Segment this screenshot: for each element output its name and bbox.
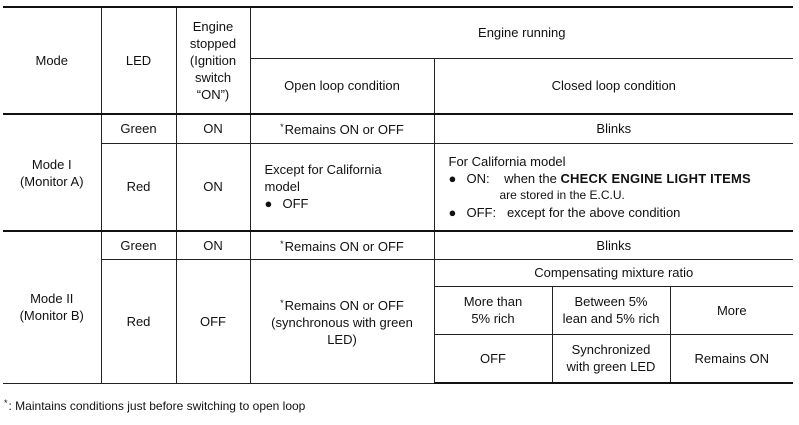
asterisk-mark: * xyxy=(280,238,284,249)
mode1-green-row xyxy=(3,114,793,143)
mode2-label-line: Mode II xyxy=(30,291,74,307)
ratio-header-between xyxy=(552,286,670,334)
mode1-green-led: Green xyxy=(101,114,176,143)
mode1-label-line: (Monitor A) xyxy=(19,173,84,189)
mode2-red-led: Red xyxy=(101,259,176,383)
mode1-red-led: Red xyxy=(101,143,176,231)
ratio-header-line: More than xyxy=(463,294,523,309)
mode2-red-open xyxy=(250,259,434,383)
mode2-red-open-line-text: Remains ON or OFF xyxy=(284,297,404,313)
mode1-red-off-key: OFF: xyxy=(466,204,497,220)
header-closed-loop: Closed loop condition xyxy=(434,58,793,114)
mode2-compensating-header: Compensating mixture ratio xyxy=(434,259,793,286)
header-engine-stopped-line: stopped xyxy=(189,36,237,51)
mode1-green-open-text: Remains ON or OFF xyxy=(284,122,404,138)
mode1-red-on-cont: are stored in the E.C.U. xyxy=(499,187,625,202)
mode2-red-open-line: LED) xyxy=(327,331,357,347)
ratio-value-line: Remains ON xyxy=(694,350,769,366)
mode1-label xyxy=(3,114,101,231)
mode2-green-open-text: Remains ON or OFF xyxy=(284,238,404,254)
ratio-value-rich xyxy=(434,334,552,383)
footnote-text: : Maintains conditions just before switching to open loop xyxy=(8,399,306,413)
mode1-red-open-line: Except for California xyxy=(264,162,382,178)
mode1-green-closed: Blinks xyxy=(434,114,793,143)
asterisk-mark: * xyxy=(4,398,8,408)
ratio-value-line: OFF xyxy=(480,350,506,366)
mode2-green-row xyxy=(3,231,793,259)
ratio-value-line: with green LED xyxy=(566,359,656,375)
header-open-loop: Open loop condition xyxy=(250,58,434,114)
header-engine-stopped-line: Engine xyxy=(192,19,234,34)
header-engine-stopped-line: (Ignition xyxy=(189,53,237,68)
mode1-red-on-key: ON: xyxy=(466,170,490,186)
mode2-red-row xyxy=(3,259,793,286)
mode1-label-line: Mode I xyxy=(31,156,72,172)
mode1-red-on-prefix: when the xyxy=(504,170,557,186)
bullet-icon: ● xyxy=(448,170,457,186)
bullet-icon: ● xyxy=(264,196,273,212)
led-mode-table xyxy=(3,6,793,384)
asterisk-mark: * xyxy=(280,122,284,133)
header-engine-stopped-line: switch xyxy=(194,70,232,85)
mode1-red-on-caps: CHECK ENGINE LIGHT ITEMS xyxy=(560,170,751,186)
mode1-red-stopped: ON xyxy=(176,143,250,231)
ratio-header-more xyxy=(670,286,793,334)
mode1-red-open-off-item xyxy=(265,195,430,212)
asterisk-mark: * xyxy=(280,297,284,308)
ratio-value-between xyxy=(552,334,670,383)
mode1-red-row xyxy=(3,143,793,231)
header-engine-running: Engine running xyxy=(250,7,793,58)
mode2-red-stopped: OFF xyxy=(176,259,250,383)
mode1-red-closed-title: For California model xyxy=(448,153,566,169)
ratio-header-line: Between 5% xyxy=(574,294,648,309)
header-engine-stopped-line: “ON”) xyxy=(196,87,230,102)
ratio-header-line: 5% rich xyxy=(471,311,515,326)
mode1-red-off-item xyxy=(449,204,790,221)
footnote xyxy=(4,398,305,413)
mode1-red-open-off: OFF xyxy=(282,196,309,212)
header-mode: Mode xyxy=(3,7,101,114)
ratio-header-rich xyxy=(434,286,552,334)
bullet-icon: ● xyxy=(448,204,457,220)
mode1-red-off-text: except for the above condition xyxy=(506,204,681,220)
mode1-red-on-item xyxy=(449,170,790,187)
header-led: LED xyxy=(101,7,176,114)
mode1-red-closed xyxy=(434,143,793,231)
ratio-header-line: lean and 5% rich xyxy=(562,311,660,326)
ratio-header-line: More xyxy=(716,302,747,318)
mode2-label xyxy=(3,231,101,383)
mode1-green-open xyxy=(250,114,434,143)
header-engine-stopped xyxy=(176,7,250,114)
ratio-value-line: Synchronized xyxy=(571,342,651,358)
mode2-red-open-line xyxy=(255,295,430,314)
mode2-green-closed: Blinks xyxy=(434,231,793,259)
mode2-label-line: (Monitor B) xyxy=(19,308,84,324)
mode2-green-open xyxy=(250,231,434,259)
mode1-green-stopped: ON xyxy=(176,114,250,143)
mode2-green-led: Green xyxy=(101,231,176,259)
mode1-red-open xyxy=(250,143,434,231)
mode1-red-open-line: model xyxy=(264,179,300,195)
header-row-1 xyxy=(3,7,793,58)
mode2-green-stopped: ON xyxy=(176,231,250,259)
ratio-value-more xyxy=(670,334,793,383)
mode2-red-open-line: (synchronous with green xyxy=(271,314,413,330)
